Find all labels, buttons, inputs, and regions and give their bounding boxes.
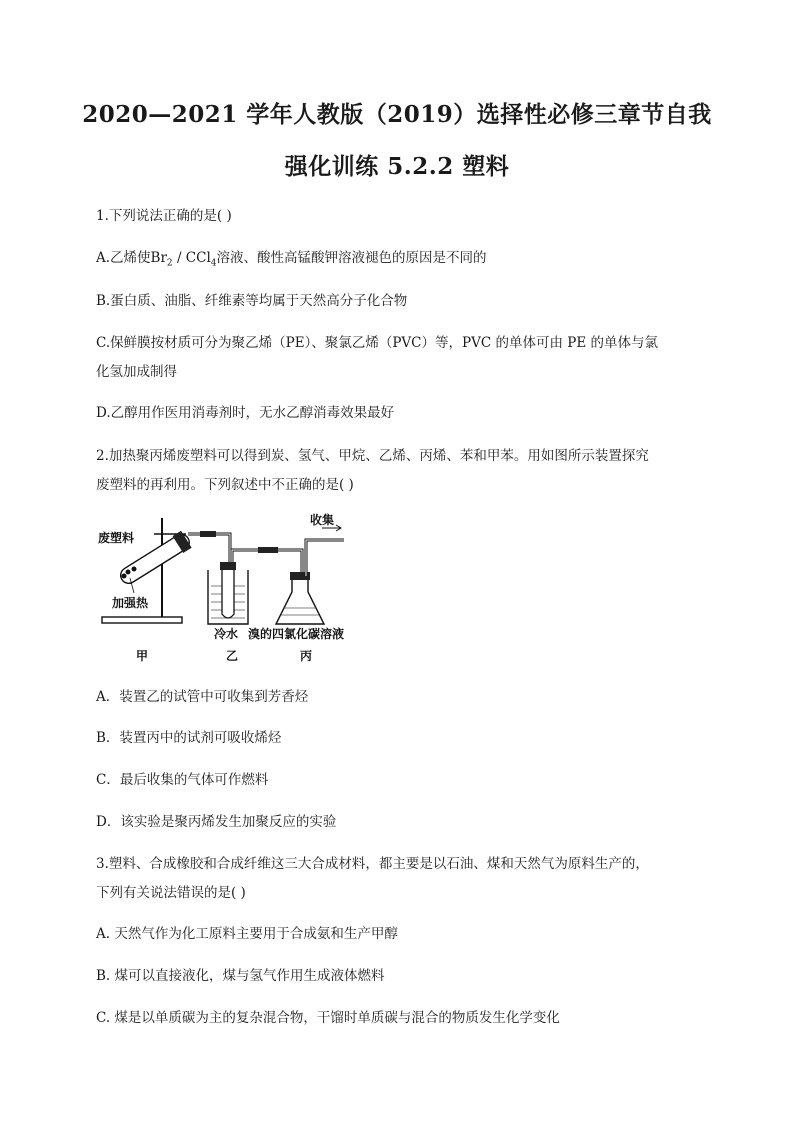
plastic-particle [122, 574, 127, 579]
stand-base [102, 617, 182, 623]
q2-option-d: D．该实验是聚丙烯发生加聚反应的实验 [96, 814, 337, 830]
collection-test-tube [222, 564, 234, 618]
q2-option-c: C．最后收集的气体可作燃料 [96, 772, 269, 788]
rubber-joint-2 [258, 547, 278, 553]
q1-a-mid: / CCl [172, 250, 211, 266]
q1-a-sub2: 4 [210, 258, 217, 269]
q3-option-b: B. 煤可以直接液化，煤与氢气作用生成液体燃料 [96, 968, 385, 984]
q2-stem-line2: 废塑料的再利用。下列叙述中不正确的是( ) [96, 477, 354, 493]
exit-tube [306, 540, 344, 576]
q3-option-c: C. 煤是以单质碳为主的复杂混合物，干馏时单质碳与混合的物质发生化学变化 [96, 1010, 560, 1026]
q1-a-sub1: 2 [166, 258, 173, 269]
q1-a-pre: A.乙烯使Br [96, 250, 167, 266]
q3-stem-line2: 下列有关说法错误的是( ) [96, 885, 246, 901]
label-jia: 甲 [136, 649, 149, 662]
label-yi: 乙 [226, 649, 239, 662]
q1-a-post: 溶液、酸性高锰酸钾溶液褪色的原因是不同的 [216, 250, 487, 266]
q2-stem-line1: 2.加热聚丙烯废塑料可以得到炭、氢气、甲烷、乙烯、丙烯、苯和甲苯。用如图所示装置探究 [96, 448, 649, 464]
q1-option-c-line2: 化氢加成制得 [96, 364, 177, 380]
q3-stem-line1: 3.塑料、合成橡胶和合成纤维这三大合成材料，都主要是以石油、煤和天然气为原料生产的， [96, 856, 649, 872]
plastic-particle [126, 570, 131, 575]
label-waste-plastic: 废塑料 [98, 531, 135, 545]
test-tube-stopper [220, 562, 236, 570]
apparatus-diagram [96, 512, 376, 662]
label-strong-heat: 加强热 [112, 596, 149, 610]
title-line-2: 强化训练 5.2.2 塑料 [284, 153, 510, 180]
q1-option-d: D.乙醇用作医用消毒剂时，无水乙醇消毒效果最好 [96, 405, 395, 421]
q1-option-a [96, 246, 706, 269]
label-bromine-solution: 溴的四氯化碳溶液 [248, 627, 345, 641]
q2-option-a: A．装置乙的试管中可收集到芳香烃 [96, 689, 309, 705]
conical-flask-bing [276, 576, 324, 624]
rubber-joint [200, 531, 216, 537]
title-line-1: 2020—2021 学年人教版（2019）选择性必修三章节自我 [82, 101, 712, 128]
label-cold-water: 冷水 [214, 627, 239, 641]
q1-option-b: B.蛋白质、油脂、纤维素等均属于天然高分子化合物 [96, 293, 408, 309]
plastic-particle [132, 567, 137, 572]
q3-option-a: A. 天然气作为化工原料主要用于合成氨和生产甲醇 [96, 926, 398, 942]
apparatus-figure [96, 512, 376, 662]
q1-option-c-line1: C.保鲜膜按材质可分为聚乙烯（PE）、聚氯乙烯（PVC）等，PVC 的单体可由 PE 的单体与氯 [96, 335, 658, 351]
label-collect: 收集 [310, 513, 335, 527]
exit-tube-inner [306, 540, 344, 576]
q1-stem: 1.下列说法正确的是( ) [96, 208, 232, 224]
label-bing: 丙 [300, 649, 313, 662]
q2-option-b: B．装置丙中的试剂可吸收烯烃 [96, 730, 282, 746]
